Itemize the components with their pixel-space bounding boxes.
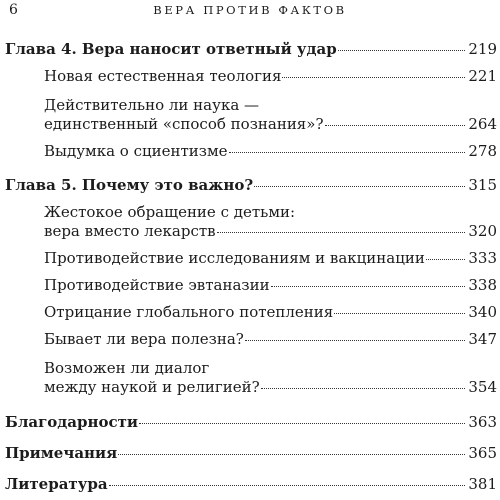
toc-entry-title: Глава 5. Почему это важно?: [5, 176, 254, 194]
toc-entry-dialogue[interactable]: [44, 377, 497, 397]
toc-entry-page: 333: [468, 249, 497, 267]
toc-entry-chapter-4[interactable]: [5, 39, 497, 59]
toc-entry-title: Примечания: [5, 444, 118, 462]
toc-entry-page: 264: [468, 115, 497, 133]
leader-dots: [271, 286, 466, 287]
toc-entry-title: Благодарности: [5, 413, 139, 431]
leader-dots: [334, 313, 465, 314]
toc-entry-page: 278: [468, 142, 497, 160]
toc-entry-title: Новая естественная теология: [44, 67, 282, 85]
toc-entry-chapter-5[interactable]: [5, 175, 497, 195]
toc-entry-title-line1: Действительно ли наука —: [44, 96, 260, 114]
toc-entry-page: 365: [468, 444, 497, 462]
leader-dots: [254, 186, 465, 187]
toc-entry-title-line1: Жестокое обращение с детьми:: [44, 203, 296, 221]
toc-entry-child-abuse[interactable]: [44, 221, 497, 241]
toc-entry-faith-useful[interactable]: [44, 329, 497, 349]
leader-dots: [261, 388, 466, 389]
toc-entry-euthanasia[interactable]: [44, 275, 497, 295]
toc-entry-page: 221: [468, 67, 497, 85]
toc-entry-title-line2: между наукой и религией?: [44, 378, 260, 396]
toc-entry-research-vaccination[interactable]: [44, 248, 497, 268]
toc-entry-page: 347: [468, 330, 497, 348]
toc-entry-title: Глава 4. Вера наносит ответный удар: [5, 40, 337, 58]
leader-dots: [282, 77, 465, 78]
leader-dots: [229, 152, 466, 153]
leader-dots: [338, 50, 466, 51]
toc-entry-title: Литература: [5, 475, 108, 493]
leader-dots: [426, 259, 465, 260]
toc-entry-title: Отрицание глобального потепления: [44, 303, 334, 321]
toc-entry-page: 338: [468, 276, 497, 294]
toc-entry-science-only-way[interactable]: [44, 114, 497, 134]
toc-entry-title-line2: вера вместо лекарств: [44, 222, 216, 240]
toc-entry-scientism[interactable]: [44, 141, 497, 161]
toc-entry-page: 381: [468, 475, 497, 493]
running-title: ВЕРА ПРОТИВ ФАКТОВ: [153, 3, 347, 17]
page-header: [0, 0, 500, 24]
toc-entry-page: 320: [468, 222, 497, 240]
toc-entry-title: Бывает ли вера полезна?: [44, 330, 244, 348]
toc-entry-title: Противодействие эвтаназии: [44, 276, 270, 294]
leader-dots: [217, 232, 466, 233]
leader-dots: [118, 454, 465, 455]
toc-entry-page: 219: [468, 40, 497, 58]
toc-entry-notes[interactable]: [5, 443, 497, 463]
toc-entry-title-line2: единственный «способ познания»?: [44, 115, 324, 133]
toc-entry-global-warming[interactable]: [44, 302, 497, 322]
toc-entry-title-line1: Возможен ли диалог: [44, 359, 210, 377]
toc-entry-acknowledgements[interactable]: [5, 412, 497, 432]
leader-dots: [139, 423, 465, 424]
toc-entry-natural-theology[interactable]: [44, 66, 497, 86]
page-number: 6: [9, 2, 18, 18]
toc-entry-literature[interactable]: [5, 474, 497, 494]
toc-entry-page: 340: [468, 303, 497, 321]
toc-entry-page: 315: [468, 176, 497, 194]
toc-entry-page: 354: [468, 378, 497, 396]
leader-dots: [245, 340, 466, 341]
toc-entry-page: 363: [468, 413, 497, 431]
toc-entry-title: Противодействие исследованиям и вакцинации: [44, 249, 425, 267]
toc-entry-title: Выдумка о сциентизме: [44, 142, 228, 160]
leader-dots: [325, 125, 466, 126]
leader-dots: [109, 485, 466, 486]
